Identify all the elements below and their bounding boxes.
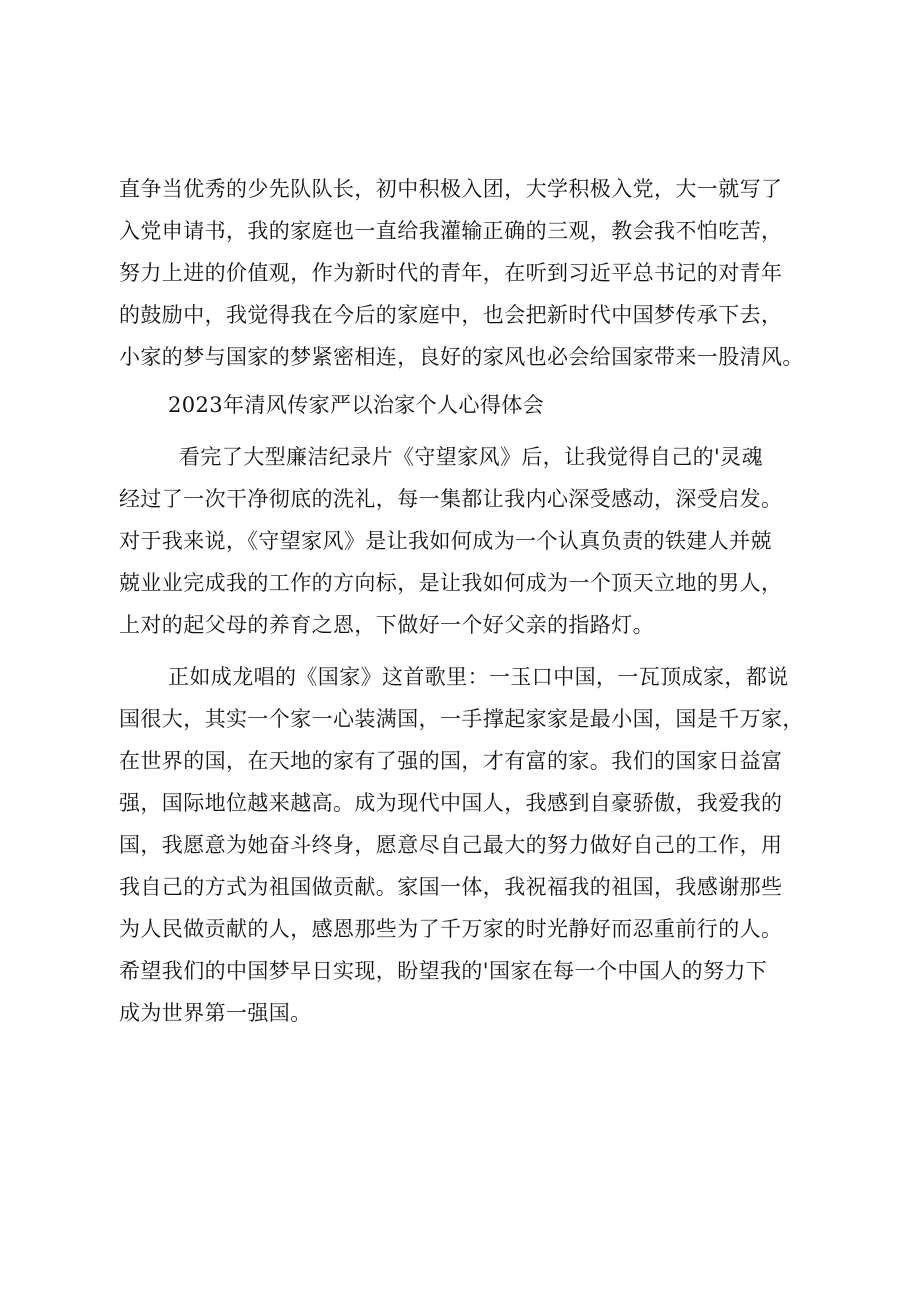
text-line: 强，国际地位越来越高。成为现代中国人，我感到自豪骄傲，我爱我的 [119,791,783,815]
text-line: 经过了一次干净彻底的洗礼，每一集都让我内心深受感动，深受启发。 [119,487,783,511]
paragraph-1 [119,168,837,378]
text-line: 直争当优秀的少先队队长，初中积极入团，大学积极入党，大一就写了 [119,177,783,201]
text-line: 上对的起父母的养育之恩，下做好一个好父亲的指路灯。 [119,613,654,637]
text-line: 小家的梦与国家的梦紧密相连，良好的家风也必会给国家带来一股清风。 [119,345,804,369]
section-heading: 2023年清风传家严以治家个人心得体会 [168,393,545,417]
text-line: 国，我愿意为她奋斗终身，愿意尽自己最大的努力做好自己的工作，用 [119,833,783,857]
paragraph-2 [119,436,837,646]
text-line: 对于我来说，《守望家风》是让我如何成为一个认真负责的铁建人并兢 [119,529,772,553]
text-line: 努力上进的价值观，作为新时代的青年，在听到习近平总书记的对青年 [119,261,783,285]
text-line: 成为世界第一强国。 [119,1001,312,1025]
document-body [119,168,837,1034]
text-line: 在世界的国，在天地的家有了强的国，才有富的家。我们的国家日益富 [119,749,783,773]
text-line: 国很大，其实一个家一心装满国，一手撑起家家是最小国，国是千万家， [119,707,804,731]
text-line: 我自己的方式为祖国做贡献。家国一体，我祝福我的祖国，我感谢那些 [119,875,783,899]
text-line: 看完了大型廉洁纪录片《守望家风》后，让我觉得自己的'灵魂 [179,445,763,469]
text-line: 为人民做贡献的人，感恩那些为了千万家的时光静好而忍重前行的人。 [119,917,783,941]
text-line: 正如成龙唱的《国家》这首歌里：一玉口中国，一瓦顶成家，都说 [168,665,789,689]
text-line: 的鼓励中，我觉得我在今后的家庭中，也会把新时代中国梦传承下去， [119,303,783,327]
text-line: 希望我们的中国梦早日实现，盼望我的'国家在每一个中国人的努力下 [119,959,768,983]
text-line: 兢业业完成我的工作的方向标，是让我如何成为一个顶天立地的男人， [119,571,783,595]
text-line: 入党申请书，我的家庭也一直给我灌输正确的三观，教会我不怕吃苦， [119,219,783,243]
paragraph-3 [119,656,837,1034]
